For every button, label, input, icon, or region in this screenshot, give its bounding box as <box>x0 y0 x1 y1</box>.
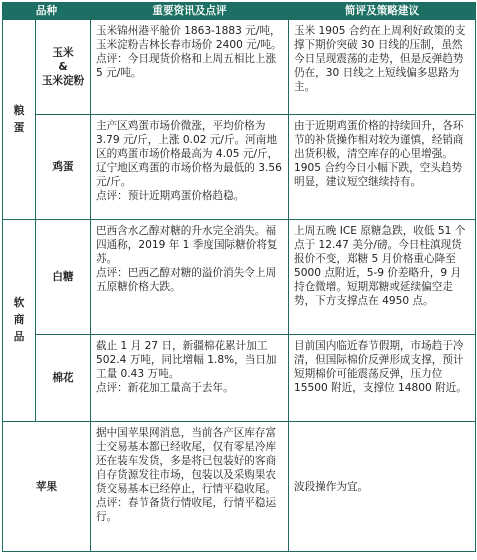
news-comment: 点评：巴西乙醇对糖的溢价消失令上周五原糖价格大跌。 <box>96 267 277 293</box>
news-text: 据中国苹果网消息，当前各产区库存富士交易基本都已经收尾，仅有零星冷库还在装车发货，多是将已包装好的客商自存货源发往市场，包装以及采购果农货交易基本已经停止，行情平稳收尾。 <box>96 427 277 495</box>
product-name-cotton <box>36 335 91 422</box>
news-cell-apple <box>91 422 289 552</box>
section-char: 软 <box>13 297 25 309</box>
commodity-report-table <box>2 2 476 552</box>
product-line: 苹果 <box>35 480 58 493</box>
news-text: 玉米锦州港平舱价 1863-1883 元/吨，玉米淀粉吉林长春市场价 2400 元/吨。 <box>96 25 282 51</box>
table-row-sugar <box>3 220 476 335</box>
strategy-cell-egg: 由于近期鸡蛋价格的持续回升，各环节的补货操作相对较为谨慎，经销商出货积极，清空库存的心里增强。1905 合约今日小幅下跌，空头趋势明显，建议短空继续持有。 <box>289 115 476 220</box>
news-comment: 点评：今日现货价格和上周五相比上涨 5 元/吨。 <box>96 53 277 79</box>
header-variety: 品种 <box>3 3 91 20</box>
strategy-cell-cotton: 目前国内临近春节假期，市场趋于冷清，但国际棉价反弹形成支撑，预计短期棉价可能震荡反弹，压力位 15500 附近，支撑位 14800 附近。 <box>289 335 476 422</box>
section-char: 粮 <box>13 104 25 117</box>
product-name-apple <box>3 422 91 552</box>
strategy-cell-corn: 玉米 1905 合约在上周利好政策的支撑下期价突破 30 日线的压制，虽然今日呈现震荡的走势，但是反弹趋势仍在，30 日线之上短线偏多思路为主。 <box>289 20 476 115</box>
news-comment: 点评：预计近期鸡蛋价格趋稳。 <box>96 190 245 202</box>
section-char: 蛋 <box>13 121 25 134</box>
product-name-egg <box>36 115 91 220</box>
news-cell-cotton <box>91 335 289 422</box>
product-line: 棉花 <box>52 372 74 384</box>
header-row <box>3 3 476 20</box>
product-line: 玉米淀粉 <box>41 75 85 87</box>
section-char: 品 <box>13 331 25 343</box>
news-cell-egg <box>91 115 289 220</box>
product-name-sugar <box>36 220 91 335</box>
news-cell-sugar <box>91 220 289 335</box>
strategy-cell-sugar: 上周五晚 ICE 原糖急跌，收低 51 个点于 12.47 美分/磅。今日柱滇现货报价不变，郑糖 5 月价格重心降至 5000 点附近，5-9 价差略升，9 月持仓微增。短期郑糖或延续偏空走势，下方支撑点在 4950 点。 <box>289 220 476 335</box>
news-comment: 点评：新花加工量高于去年。 <box>96 382 234 394</box>
product-line: 玉米 <box>52 47 74 59</box>
news-text: 截止 1 月 27 日，新疆棉花累计加工 502.4 万吨，同比增幅 1.8%，当日加工量 0.43 万吨。 <box>96 340 277 380</box>
product-line: & <box>58 61 68 73</box>
strategy-cell-apple: 波段操作为宜。 <box>289 422 476 552</box>
section-char: 商 <box>13 314 25 326</box>
news-text: 主产区鸡蛋市场价微涨，平均价格为 3.79 元/斤，上涨 0.02 元/斤。河南地区的鸡蛋市场价格最高为 4.05 元/斤，辽宁地区鸡蛋的市场价格为最低的 3.56 元/斤。 <box>96 120 282 188</box>
table-row-apple <box>3 422 476 552</box>
product-name-corn <box>36 20 91 115</box>
news-cell-corn <box>91 20 289 115</box>
header-strategy: 简评及策略建议 <box>289 3 476 20</box>
header-news: 重要资讯及点评 <box>91 3 289 20</box>
section-label-grain-egg <box>3 20 36 220</box>
product-line: 白糖 <box>52 271 74 283</box>
table-row-egg <box>3 115 476 220</box>
product-line: 鸡蛋 <box>52 161 74 173</box>
section-label-soft-commodities <box>3 220 36 422</box>
table-row-corn <box>3 20 476 115</box>
table-row-cotton <box>3 335 476 422</box>
news-comment: 点评：春节备货行情收尾，行情平稳运行。 <box>96 497 277 523</box>
news-text: 巴西含水乙醇对糖的升水完全消失。福四通称，2019 年 1 季度国际糖价将复苏。 <box>96 225 278 265</box>
